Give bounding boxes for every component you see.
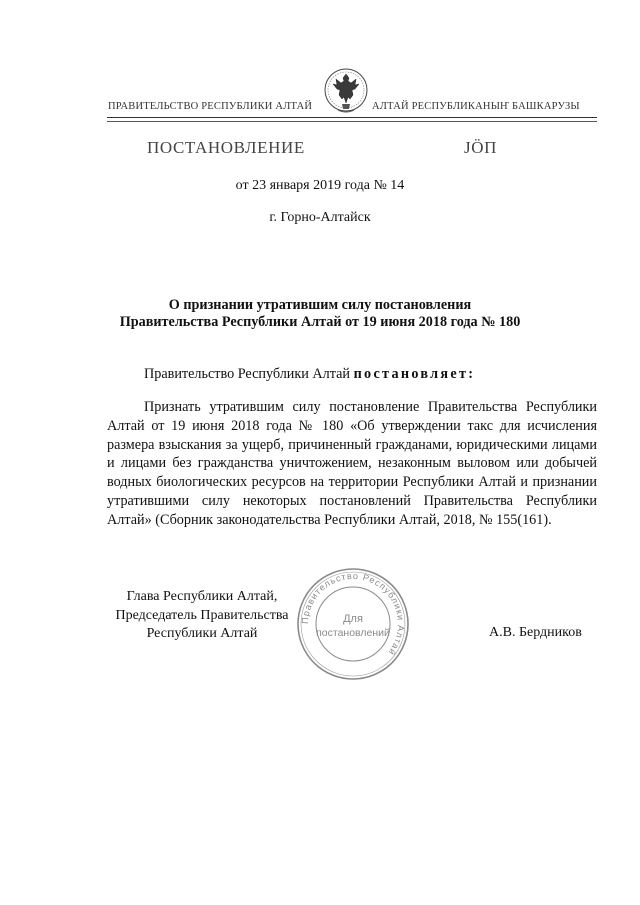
official-stamp	[295, 566, 411, 682]
header-rule-thin	[107, 121, 597, 122]
doc-type-ru: ПОСТАНОВЛЕНИЕ	[147, 138, 305, 157]
signatory-line2: Председатель Правительства	[115, 607, 289, 623]
header-rule-thick	[107, 117, 597, 118]
stamp-center-line2: постановлений	[316, 627, 390, 639]
document-date: от 23 января 2019 года № 14	[235, 178, 405, 193]
stamp-center-line1: Для	[343, 613, 363, 625]
document-title-line2: Правительства Республики Алтай от 19 июня 2018 года № 180	[119, 314, 521, 330]
document-title	[0, 297, 640, 331]
stamp-ring-text: Правительство Республики Алтай	[299, 570, 407, 658]
document-city: г. Горно-Алтайск	[269, 210, 371, 225]
decree-line	[144, 366, 475, 383]
signatory-title	[107, 588, 297, 644]
signatory-name: А.В. Бердников	[489, 625, 582, 640]
coat-of-arms-icon	[322, 66, 370, 118]
header-org-alt: АЛТАЙ РЕСПУБЛИКАНЫҤ БАШКАРУЗЫ	[372, 101, 580, 112]
decree-verb: постановляет:	[353, 366, 476, 382]
decree-lead: Правительство Республики Алтай	[144, 366, 354, 382]
doc-type-alt: ЈӦП	[464, 138, 497, 157]
header-org-ru: ПРАВИТЕЛЬСТВО РЕСПУБЛИКИ АЛТАЙ	[108, 101, 313, 112]
document-title-line1: О признании утратившим силу постановления	[168, 297, 472, 313]
signatory-line1: Глава Республики Алтай,	[126, 589, 278, 604]
signatory-line3: Республики Алтай	[146, 626, 258, 641]
document-body: Признать утратившим силу постановление Правительства Республики Алтай от 19 июня 2018 года № 180 «Об утверждении такс для исчисления размера взыскания за ущерб, причиненный гражданами, юридическими лицами и лицами без гражданства уничтожением, незаконным выловом или добычей водных биологических ресурсов на территории Республики Алтай и признании утратившими силу некоторых постановлений Правительства Республики Алтай» (Сборник законодательства Республики Алтай, 2018, № 155(161).	[107, 399, 597, 528]
